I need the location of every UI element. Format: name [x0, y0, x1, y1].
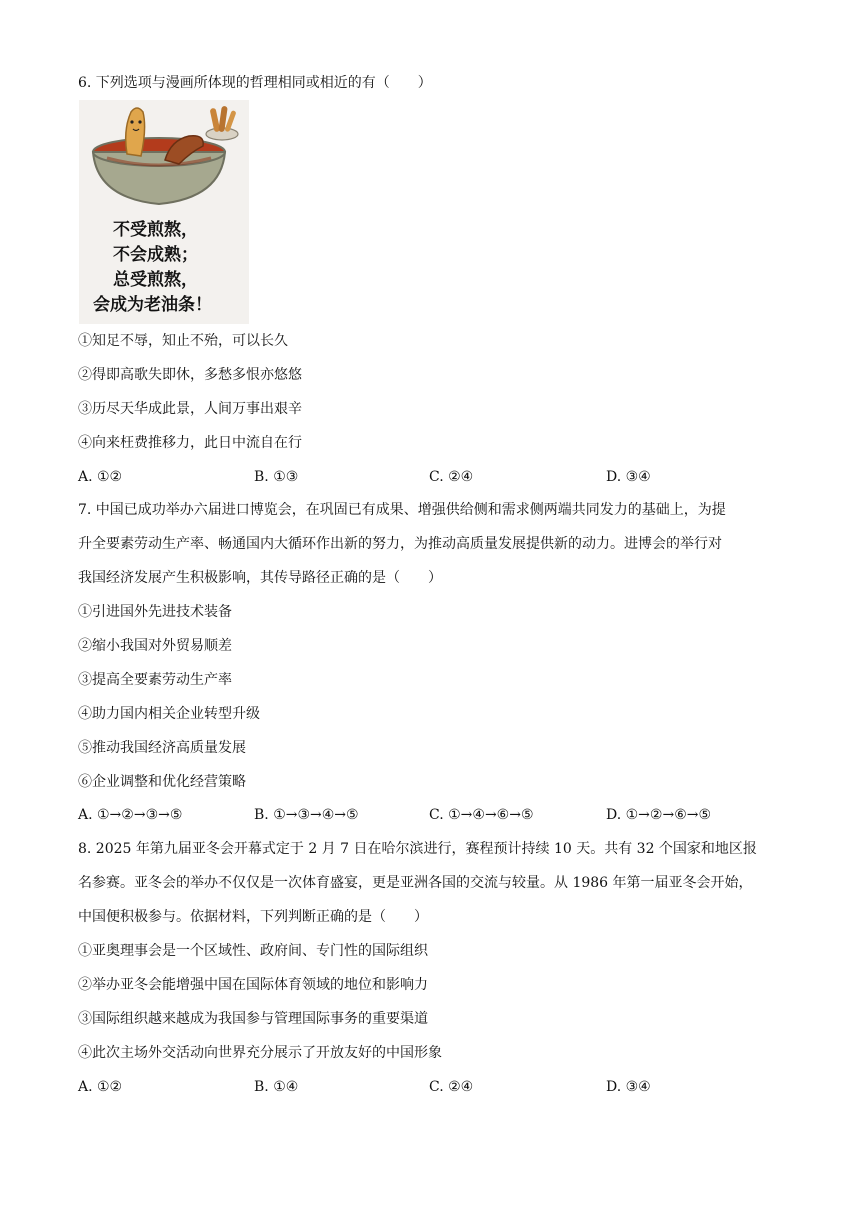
q8-option-a: A. ①② [78, 1079, 123, 1095]
q7-option-d: D. ①→②→⑥→⑤ [606, 807, 712, 823]
q6-option-a: A. ①② [78, 469, 123, 485]
q7-statement: ③提高全要素劳动生产率 [78, 672, 232, 688]
q6-option-d: D. ③④ [606, 469, 651, 485]
q7-stem-line: 7. 中国已成功举办六届进口博览会，在巩固已有成果、增强供给侧和需求侧两端共同发力的基础上，为提 [78, 502, 726, 518]
q7-statement: ②缩小我国对外贸易顺差 [78, 638, 232, 654]
q6-options [78, 467, 778, 487]
q7-statement: ⑥企业调整和优化经营策略 [78, 774, 246, 790]
cartoon-caption-line: 不受煎熬， [113, 220, 198, 240]
q8-stem-line: 8. 2025 年第九届亚冬会开幕式定于 2 月 7 日在哈尔滨进行，赛程预计持续 10 天。共有 32 个国家和地区报 [78, 841, 757, 857]
q7-option-b: B. ①→③→④→⑤ [254, 807, 359, 823]
cartoon-caption-line: 总受煎熬， [113, 270, 198, 290]
q8-stem-line: 中国便积极参与。依据材料，下列判断正确的是（ ） [78, 909, 428, 925]
fried-dough-cartoon [79, 100, 249, 324]
q7-stem-line: 升全要素劳动生产率、畅通国内大循环作出新的努力，为推动高质量发展提供新的动力。进博会的举行对 [78, 536, 722, 552]
q7-statement: ⑤推动我国经济高质量发展 [78, 740, 246, 756]
q6-statement: ④向来枉费推移力，此日中流自在行 [78, 435, 302, 451]
cartoon-caption [79, 218, 249, 318]
cartoon-caption-line: 会成为老油条！ [93, 295, 212, 315]
q6-option-b: B. ①③ [254, 469, 299, 485]
q8-options [78, 1077, 778, 1097]
q7-option-c: C. ①→④→⑥→⑤ [429, 807, 534, 823]
q8-stem-line: 名参赛。亚冬会的举办不仅仅是一次体育盛宴，更是亚洲各国的交流与较量。从 1986 年第一届亚冬会开始， [78, 875, 753, 891]
q6-stem: 6. 下列选项与漫画所体现的哲理相同或相近的有（ ） [78, 75, 432, 91]
q8-statement: ②举办亚冬会能增强中国在国际体育领域的地位和影响力 [78, 977, 428, 993]
q6-option-c: C. ②④ [429, 469, 474, 485]
q7-stem-line: 我国经济发展产生积极影响，其传导路径正确的是（ ） [78, 570, 442, 586]
q8-option-b: B. ①④ [254, 1079, 299, 1095]
cartoon-caption-line: 不会成熟； [113, 245, 198, 265]
q8-option-c: C. ②④ [429, 1079, 474, 1095]
q6-statement: ①知足不辱，知止不殆，可以长久 [78, 333, 288, 349]
q8-statement: ①亚奥理事会是一个区域性、政府间、专门性的国际组织 [78, 943, 428, 959]
q6-statement: ②得即高歌失即休，多愁多恨亦悠悠 [78, 367, 302, 383]
q8-statement: ④此次主场外交活动向世界充分展示了开放友好的中国形象 [78, 1045, 442, 1061]
q7-option-a: A. ①→②→③→⑤ [78, 807, 183, 823]
q6-statement: ③历尽天华成此景，人间万事出艰辛 [78, 401, 302, 417]
q8-statement: ③国际组织越来越成为我国参与管理国际事务的重要渠道 [78, 1011, 428, 1027]
q7-statement: ①引进国外先进技术装备 [78, 604, 232, 620]
q8-option-d: D. ③④ [606, 1079, 651, 1095]
q7-options [78, 805, 778, 825]
q7-statement: ④助力国内相关企业转型升级 [78, 706, 260, 722]
